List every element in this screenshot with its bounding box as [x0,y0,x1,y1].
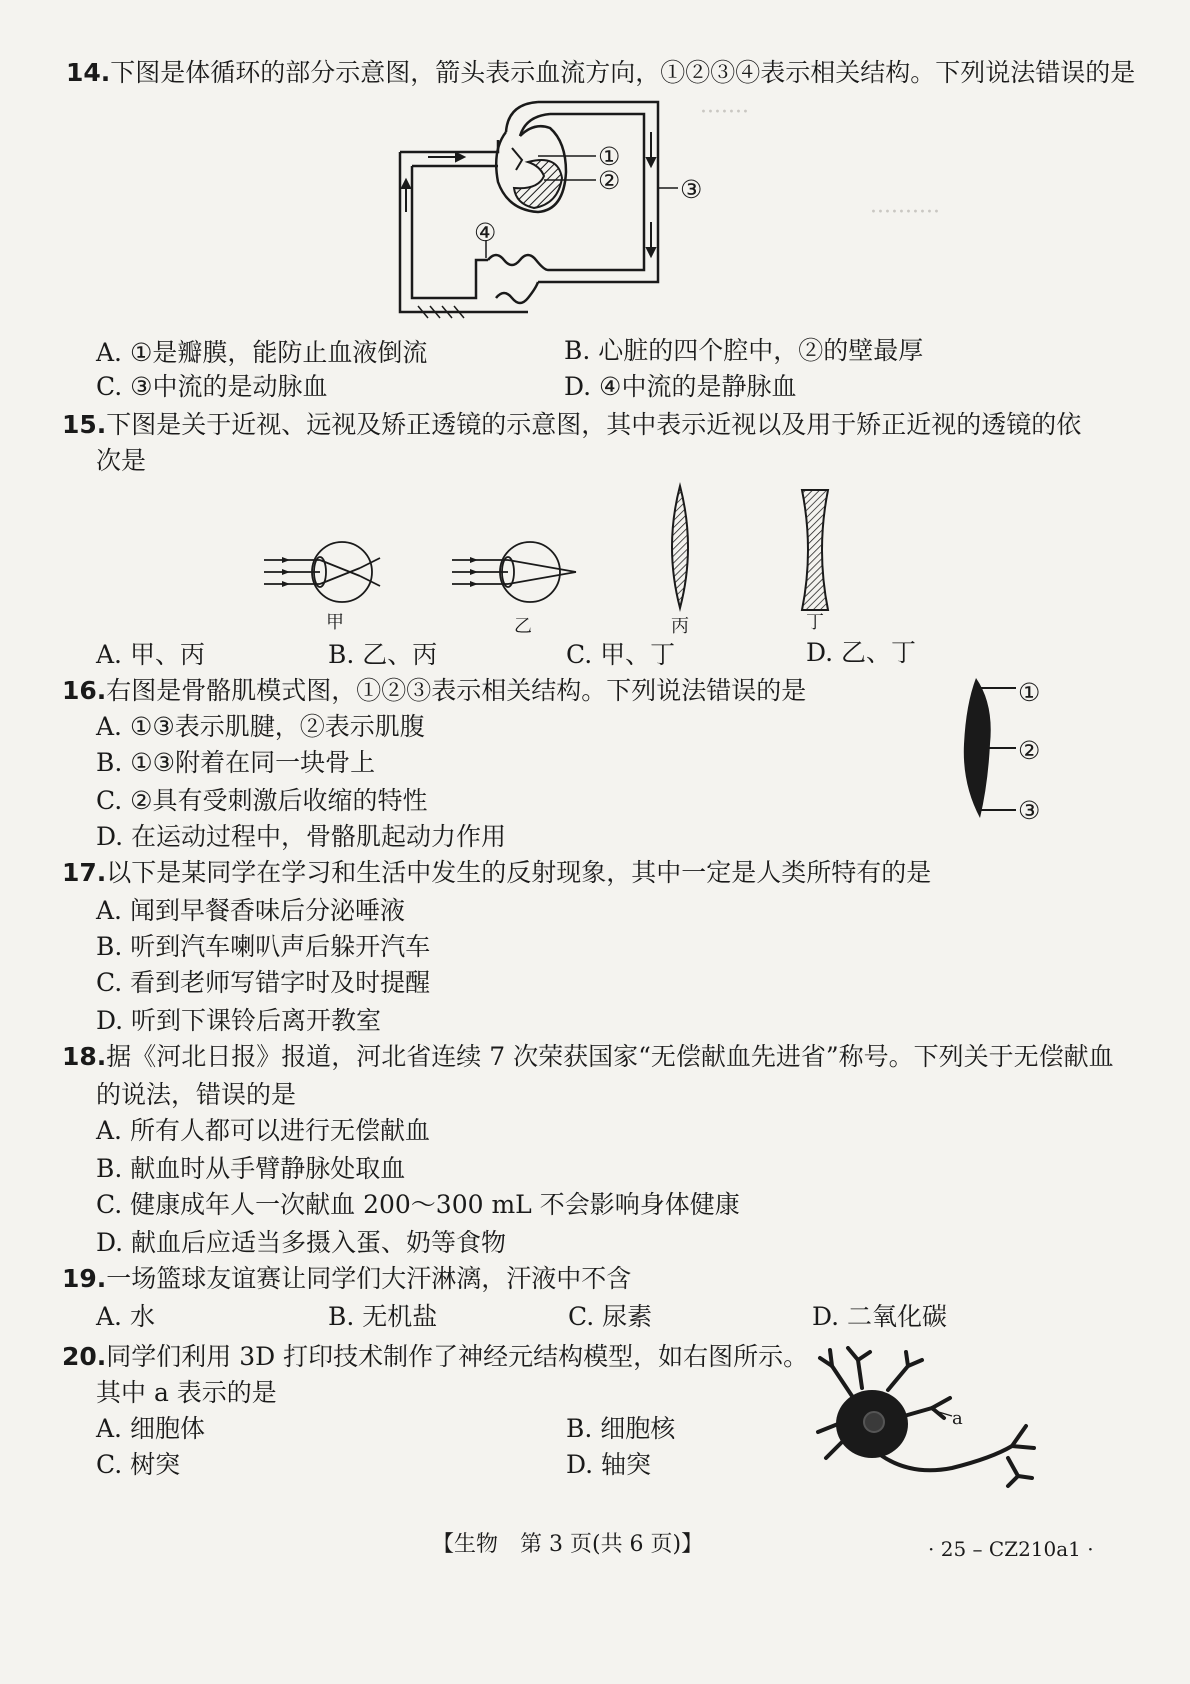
q14-option-c[interactable]: C. ③中流的是动脉血 [96,372,328,401]
circulation-diagram [388,92,718,328]
q17-stem: 17.以下是某同学在学习和生活中发生的反射现象，其中一定是人类所特有的是 [62,858,932,887]
q20-stem-line2: 其中 a 表示的是 [96,1378,277,1407]
q15-option-d[interactable]: D. 乙、丁 [806,638,917,667]
q14-option-d[interactable]: D. ④中流的是静脉血 [564,372,797,401]
skeletal-muscle-diagram [950,674,1024,824]
page-footer: 【生物 第 3 页(共 6 页)】 [432,1532,704,1557]
convex-lens [662,482,698,612]
q16-label-3: ③ [1018,796,1041,825]
q18-option-a[interactable]: A. 所有人都可以进行无偿献血 [96,1116,430,1145]
neuron-model [812,1346,1042,1506]
q18-option-b[interactable]: B. 献血时从手臂静脉处取血 [96,1154,406,1183]
eye-diagram-jia [264,538,388,608]
q15-stem-line1: 15.下图是关于近视、远视及矫正透镜的示意图，其中表示近视以及用于矫正近视的透镜的依 [62,410,1082,439]
q14-label-3: ③ [680,175,703,204]
q14-stem: 14.下图是体循环的部分示意图，箭头表示血流方向，①②③④表示相关结构。下列说法错误的是 [66,58,1136,87]
q15-stem-line2: 次是 [96,446,147,475]
q20-option-a[interactable]: A. 细胞体 [96,1414,205,1443]
q16-option-c[interactable]: C. ②具有受刺激后收缩的特性 [96,786,428,815]
q20-option-b[interactable]: B. 细胞核 [566,1414,676,1443]
q15-option-a[interactable]: A. 甲、丙 [96,640,205,669]
q16-label-2: ② [1018,736,1041,765]
q16-label-1: ① [1018,678,1041,707]
q19-option-a[interactable]: A. 水 [96,1302,155,1331]
q20-stem-line1: 20.同学们利用 3D 打印技术制作了神经元结构模型，如右图所示。 [62,1342,809,1371]
label-yi: 乙 [514,616,532,637]
q14-label-4: ④ [474,218,497,247]
q17-option-d[interactable]: D. 听到下课铃后离开教室 [96,1006,382,1035]
q17-option-b[interactable]: B. 听到汽车喇叭声后躲开汽车 [96,932,431,961]
q20-option-d[interactable]: D. 轴突 [566,1450,652,1479]
label-jia: 甲 [326,612,344,633]
q16-option-b[interactable]: B. ①③附着在同一块骨上 [96,748,376,777]
q16-option-a[interactable]: A. ①③表示肌腱，②表示肌腹 [96,712,425,741]
q16-option-d[interactable]: D. 在运动过程中，骨骼肌起动力作用 [96,822,507,851]
q17-option-c[interactable]: C. 看到老师写错字时及时提醒 [96,968,431,997]
q15-option-c[interactable]: C. 甲、丁 [566,640,676,669]
q14-option-a[interactable]: A. ①是瓣膜，能防止血液倒流 [96,338,428,367]
q14-option-b[interactable]: B. 心脏的四个腔中，②的壁最厚 [564,336,924,365]
q18-stem-line2: 的说法，错误的是 [96,1080,297,1109]
bleed-text: ·········· [870,200,940,225]
eye-diagram-yi [452,538,580,608]
q19-option-d[interactable]: D. 二氧化碳 [812,1302,948,1331]
q17-option-a[interactable]: A. 闻到早餐香味后分泌唾液 [96,896,405,925]
q18-stem-line1: 18.据《河北日报》报道，河北省连续 7 次荣获国家“无偿献血先进省”称号。下列关于无偿献血 [62,1042,1114,1071]
q20-option-c[interactable]: C. 树突 [96,1450,181,1479]
q19-stem: 19.一场篮球友谊赛让同学们大汗淋漓，汗液中不含 [62,1264,632,1293]
q16-stem: 16.右图是骨骼肌模式图，①②③表示相关结构。下列说法错误的是 [62,676,807,705]
exam-code: · 25 – CZ210a1 · [928,1537,1094,1561]
bleed-text: ······· [700,100,749,125]
q15-option-b[interactable]: B. 乙、丙 [328,640,438,669]
label-ding: 丁 [806,612,824,633]
label-bing: 丙 [671,616,689,637]
q19-option-c[interactable]: C. 尿素 [568,1302,653,1331]
q14-label-2: ② [598,166,621,195]
concave-lens [800,488,830,612]
q18-option-d[interactable]: D. 献血后应适当多摄入蛋、奶等食物 [96,1228,507,1257]
q14-label-1: ① [598,142,621,171]
q19-option-b[interactable]: B. 无机盐 [328,1302,438,1331]
q18-option-c[interactable]: C. 健康成年人一次献血 200～300 mL 不会影响身体健康 [96,1190,740,1219]
q20-label-a: a [952,1408,963,1429]
